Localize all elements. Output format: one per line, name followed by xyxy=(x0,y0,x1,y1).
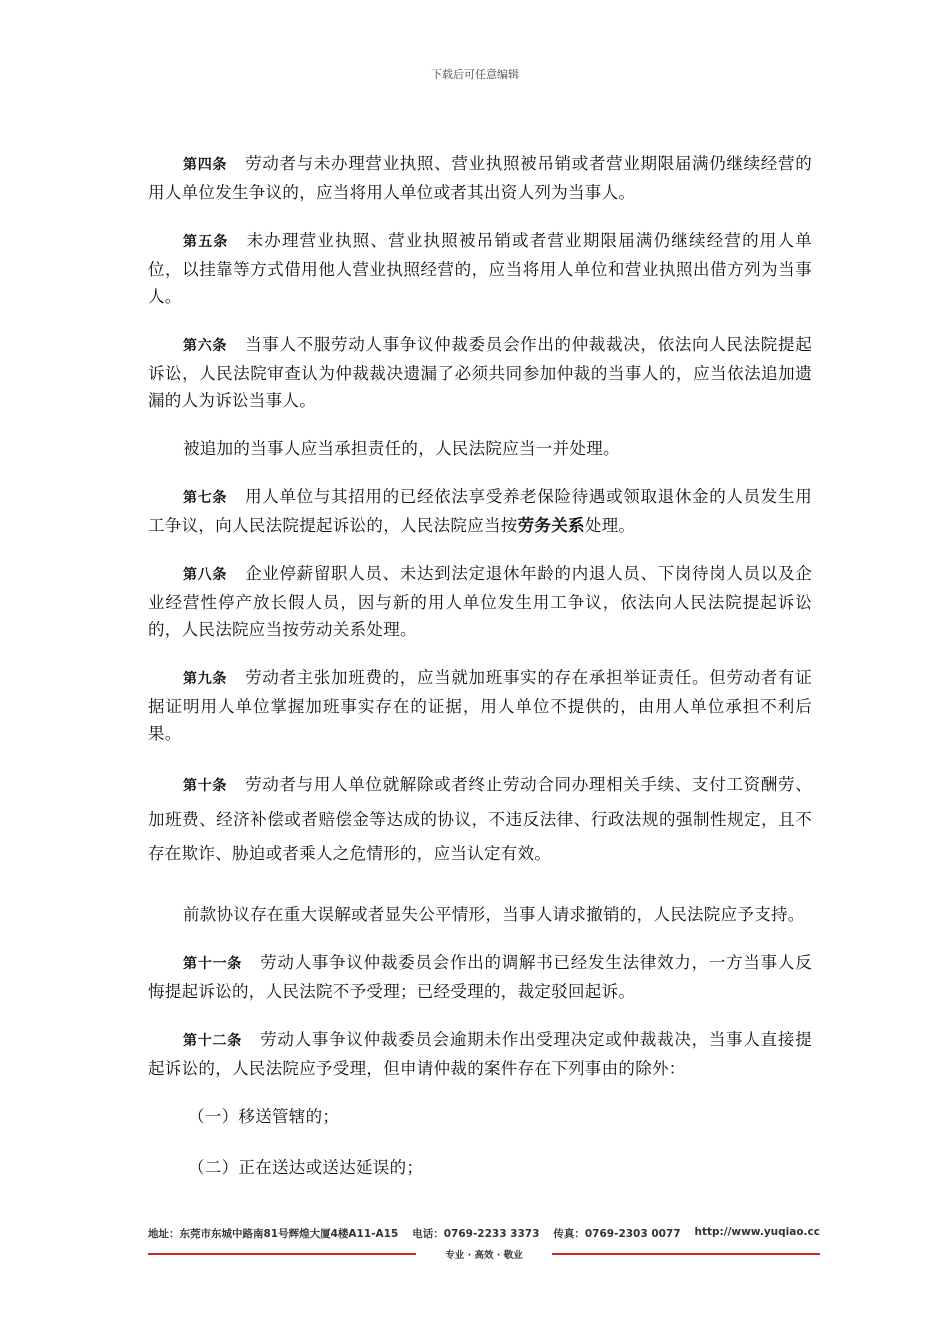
document-body xyxy=(148,150,812,1205)
footer-phone: 电话：0769-2233 3373 xyxy=(412,1228,540,1240)
page-footer xyxy=(148,1226,820,1261)
article-text: 劳动者与用人单位就解除或者终止劳动合同办理相关手续、支付工资酬劳、加班费、经济补偿或者赔偿金等达成的协议，不违反法律、行政法规的强制性规定，且不存在欺诈、胁迫或者乘人之危情形的，应当认定有效。 xyxy=(148,775,812,863)
article-text: 未办理营业执照、营业执照被吊销或者营业期限届满仍继续经营的用人单位，以挂靠等方式借用他人营业执照经营的，应当将用人单位和营业执照出借方列为当事人。 xyxy=(148,231,812,306)
article-12 xyxy=(148,1026,812,1082)
article-text: 劳动人事争议仲裁委员会作出的调解书已经发生法律效力，一方当事人反悔提起诉讼的，人民法院不予受理；已经受理的，裁定驳回起诉。 xyxy=(148,953,812,1001)
article-text: 劳动者与未办理营业执照、营业执照被吊销或者营业期限届满仍继续经营的用人单位发生争议的，应当将用人单位或者其出资人列为当事人。 xyxy=(148,154,812,202)
footer-slogan: 专业 · 高效 · 敬业 xyxy=(445,1250,523,1261)
article-6-paragraph-2 xyxy=(148,435,812,462)
article-label: 第四条 xyxy=(183,157,228,173)
article-label: 第九条 xyxy=(183,671,228,687)
footer-rule xyxy=(148,1247,820,1261)
article-8 xyxy=(148,560,812,643)
article-5 xyxy=(148,227,812,310)
article-text: 劳动人事争议仲裁委员会逾期未作出受理决定或仲裁裁决，当事人直接提起诉讼的，人民法院应予受理，但申请仲裁的案件存在下列事由的除外： xyxy=(148,1030,812,1078)
article-text: 企业停薪留职人员、未达到法定退休年龄的内退人员、下岗待岗人员以及企业经营性停产放长假人员，因与新的用人单位发生用工争议，依法向人民法院提起诉讼的，人民法院应当按劳动关系处理。 xyxy=(148,564,812,639)
article-label: 第十一条 xyxy=(183,956,243,972)
article-10 xyxy=(148,768,812,871)
footer-url: http://www.yuqiao.cc xyxy=(694,1226,820,1238)
article-10-paragraph-2 xyxy=(148,901,812,928)
article-4 xyxy=(148,150,812,206)
article-text: 用人单位与其招用的已经依法享受养老保险待遇或领取退休金的人员发生用工争议，向人民法院提起诉讼的，人民法院应当按 xyxy=(148,487,812,535)
header-note: 下载后可任意编辑 xyxy=(431,68,519,81)
footer-rule-right xyxy=(552,1253,820,1255)
article-11 xyxy=(148,949,812,1005)
article-text-end: 处理。 xyxy=(584,516,636,535)
paragraph-text: 被追加的当事人应当承担责任的，人民法院应当一并处理。 xyxy=(183,439,620,458)
article-label: 第七条 xyxy=(183,490,228,506)
article-label: 第十条 xyxy=(183,778,228,794)
article-text: 当事人不服劳动人事争议仲裁委员会作出的仲裁裁决，依法向人民法院提起诉讼，人民法院审查认为仲裁裁决遗漏了必须共同参加仲裁的当事人的，应当依法追加遗漏的人为诉讼当事人。 xyxy=(148,335,812,410)
article-7 xyxy=(148,483,812,539)
footer-address: 地址：东莞市东城中路南81号辉煌大厦4楼A11-A15 xyxy=(148,1228,399,1240)
article-9 xyxy=(148,664,812,747)
article-text: 劳动者主张加班费的，应当就加班事实的存在承担举证责任。但劳动者有证据证明用人单位掌握加班事实存在的证据，用人单位不提供的，由用人单位承担不利后果。 xyxy=(148,668,812,743)
article-label: 第六条 xyxy=(183,338,228,354)
article-label: 第五条 xyxy=(183,234,229,250)
list-item: （二）正在送达或送达延误的； xyxy=(188,1158,424,1177)
article-emphasis: 劳务关系 xyxy=(517,516,585,535)
footer-contact xyxy=(148,1226,820,1241)
list-item: （一）移送管辖的； xyxy=(188,1107,340,1126)
article-label: 第八条 xyxy=(183,567,228,583)
article-6 xyxy=(148,331,812,414)
footer-fax: 传真：0769-2303 0077 xyxy=(553,1228,681,1240)
article-label: 第十二条 xyxy=(183,1033,243,1049)
paragraph-text: 前款协议存在重大误解或者显失公平情形，当事人请求撤销的，人民法院应予支持。 xyxy=(183,905,805,924)
